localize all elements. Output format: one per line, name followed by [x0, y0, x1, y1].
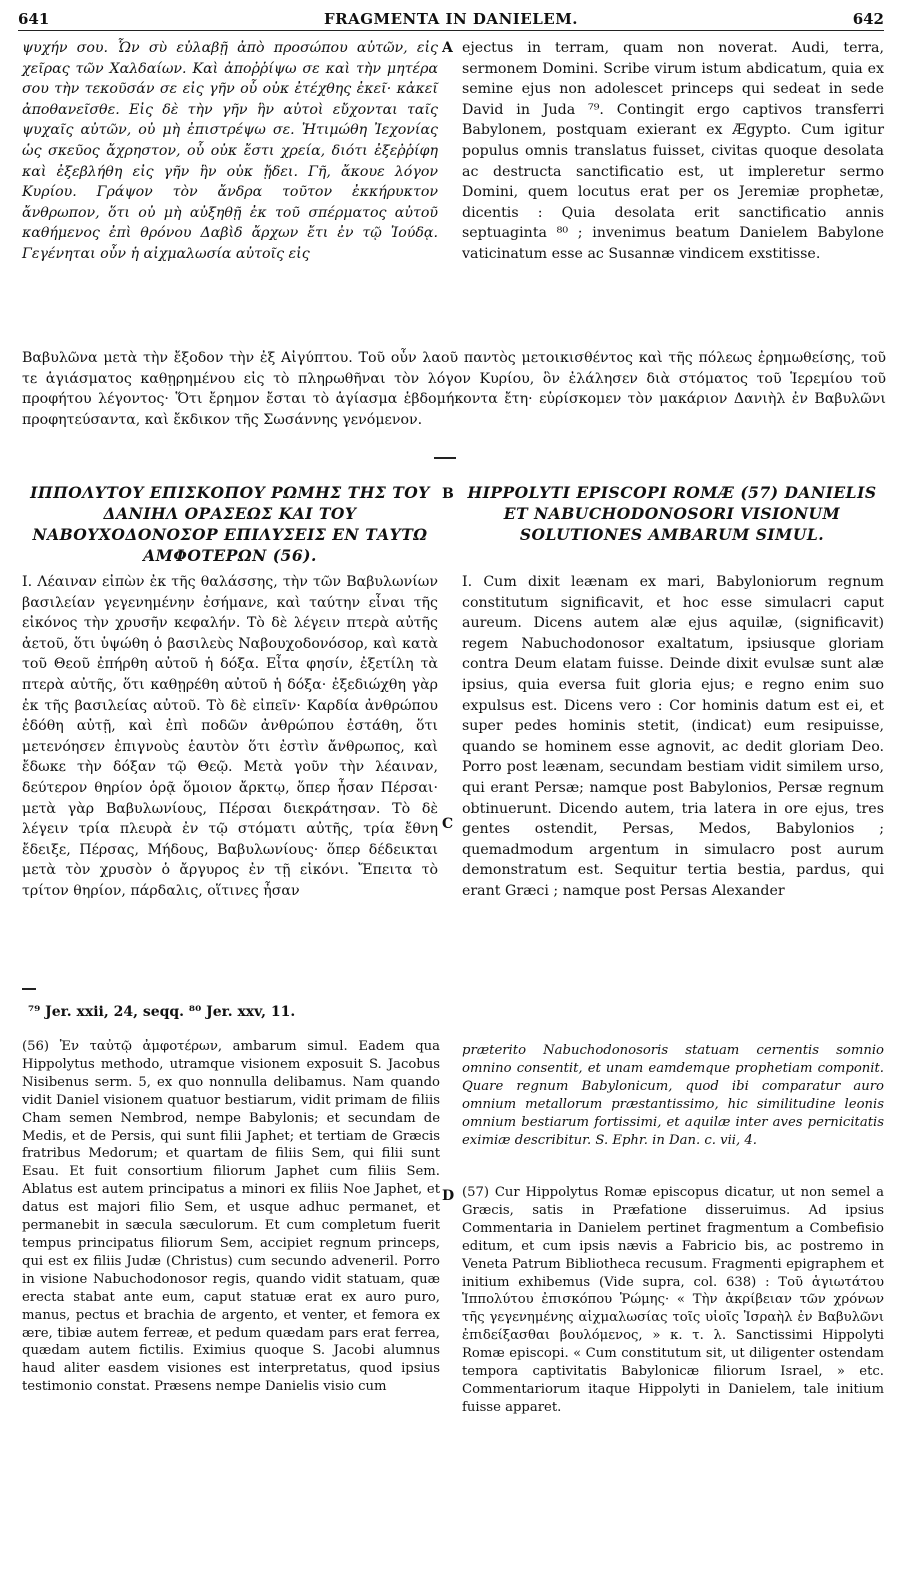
note-56: (56) Ἐν ταὐτῷ ἀμφοτέρων, ambarum simul. Eadem qua Hippolytus methodo, utramque visionem exposuit S. Jacobus Nisibenus serm. 5, ex quo nonnulla delibamus. Nam quando vidit Daniel visionem quatuor bestiarum, vidit primam de filiis Cham semen Nembrod, nempe Babylonis; et secundam de Medis, et de Persis, qui sunt filii Japhet; et tertiam de Græcis fratribus Medorum; et quartam de filiis Sem, qui filii sunt Esau. Et fuit consortium filiorum Japhet cum filiis Sem. Ablatus est autem principatus a minori ex filiis Noe Japhet, et datus est majori filio Sem, et usque adhuc permanet, et permanebit in sæcula sæculorum. Et cum completum fuerit tempus principatus filiorum Sem, accipiet regnum princeps, qui est ex filiis Judæ (Christus) cum secundo adveneril. Porro in visione Nabuchodonosor regis, quando vidit statuam, quæ erecta stabat ante eum, caput statuæ erat ex auro puro, manus, pectus et brachia de argento, et venter, et femora ex ære, tibiæ autem ferreæ, et pedum quædam pars erat ferrea, quædam autem fictilis. Eximius quoque S. Jacobi alumnus haud aliter easdem visiones est interpretatus, quod ipsius testimonio constat. Præsens nempe Danielis visio cum — [22, 1039, 440, 1395]
latin-heading: HIPPOLYTI EPISCOPI ROMÆ (57) DANIELIS ET NABUCHODONOSORI VISIONUM SOLUTIONES AMBARUM SIMUL. — [467, 483, 877, 544]
page-number-left: 641 — [18, 10, 50, 28]
greek-heading: ΙΠΠΟΛΥΤΟΥ ΕΠΙΣΚΟΠΟΥ ΡΩΜΗΣ ΤΗΣ ΤΟΥ ΔΑΝΙΗΛ ΟΡΑΣΕΩΣ ΚΑΙ ΤΟΥ ΝΑΒΟΥΧΟΔΟΝΟΣΟΡ ΕΠΙΛΥΣΕΙΣ ΕΝ ΤΑΥΤΩ ΑΜΦΟΤΕΡΩΝ (56). — [30, 483, 430, 565]
greek-column-top: ψυχήν σου. Ὧν σὺ εὐλαβῇ ἀπὸ προσώπου αὐτῶν, εἰς χεῖρας τῶν Χαλδαίων. Καὶ ἀποῤῥίψω σε καὶ τὴν μητέρα σου τὴν τεκοῦσάν σε εἰς γῆν οὗ οὐκ ἐτέχθης ἐκεῖ· κἀκεῖ ἀποθανεῖσθε. Εἰς δὲ τὴν γῆν ἣν αὐτοὶ εὔχονται ταῖς ψυχαῖς αὐτῶν, οὐ μὴ ἐπιστρέψω σε. Ἠτιμώθη Ἰεχονίας ὡς σκεῦος ἄχρηστον, οὗ οὐκ ἔστι χρεία, διότι ἐξεῤῥίφη καὶ ἐξεβλήθη εἰς γῆν ἣν οὐκ ᾔδει. Γῆ, ἄκουε λόγον Κυρίου. Γράψον τὸν ἄνδρα τοῦτον ἐκκήρυκτον ἄνθρωπον, ὅτι οὐ μὴ αὐξηθῇ ἐκ τοῦ σπέρματος αὐτοῦ καθήμενος ἐπὶ θρόνου Δαβὶδ ἄρχων ἔτι ἐν τῷ Ἰούδᾳ. Γεγένηται οὖν ἡ αἰχμαλωσία αὐτοῖς εἰς — [22, 40, 438, 262]
margin-letter-b: B — [442, 486, 454, 502]
footnote-references: ⁷⁹ Jer. xxii, 24, seqq. ⁸⁰ Jer. xxv, 11. — [28, 1004, 296, 1020]
margin-letter-d: D — [442, 1188, 455, 1204]
section-divider — [434, 457, 456, 459]
latin-column-top: ejectus in terram, quam non noverat. Audi, terra, sermonem Domini. Scribe virum istum abdicatum, quia ex semine ejus non adolescet princeps qui sedeat in sede David in Juda ⁷⁹. Contingit ergo captivos transferri Babylonem, postquam exierant ex Ægypto. Cum igitur populus omnis translatus fuisset, civitas quoque desolata ac destructa sanctificatio est, ut impleretur sermo Domini, quem locutus erat per os Jeremiæ prophetæ, dicentis : Quia desolata erit sanctificatio annis septuaginta ⁸⁰ ; invenimus beatum Danielem Babylone vaticinatum esse ac Susannæ vindicem exstitisse. — [462, 40, 884, 262]
greek-body: I. Λέαιναν εἰπὼν ἐκ τῆς θαλάσσης, τὴν τῶν Βαβυλωνίων βασιλείαν γεγενημένην ἐσήμανε, καὶ ταύτην εἶναι τῆς εἰκόνος τὴν χρυσῆν κεφαλήν. Τὸ δὲ λέγειν πτερὰ αὐτῆς ἀετοῦ, ὅτι ὑψώθη ὁ βασιλεὺς Ναβουχοδονόσορ, καὶ κατὰ τοῦ Θεοῦ ἐπήρθη αὐτοῦ ἡ δόξα. Εἶτα φησίν, ἐξετίλη τὰ πτερὰ αὐτῆς, ὅτι καθῃρέθη αὐτοῦ ἡ δόξα· ἐξεδιώχθη γὰρ ἐκ τῆς βασιλείας αὐτοῦ. Τὸ δὲ εἰπεῖν· Καρδία ἀνθρώπου ἐδόθη αὐτῇ, καὶ ἐπὶ ποδῶν ἀνθρώπου ἐστάθη, ὅτι μετενόησεν ἐπιγνοὺς ἑαυτὸν ὅτι ἐστὶν ἄνθρωπος, καὶ ἔδωκε τὴν δόξαν τῷ Θεῷ. Μετὰ γοῦν τὴν λέαιναν, δεύτερον θηρίον ὁρᾷ ὅμοιον ἄρκτῳ, ὅπερ ἦσαν Πέρσαι· μετὰ γὰρ Βαβυλωνίους, Πέρσαι διεκράτησαν. Τὸ δὲ λέγειν τρία πλευρὰ ἐν τῷ στόματι αὐτῆς, τρία ἔθνη ἔδειξε, Πέρσας, Μήδους, Βαβυλωνίους· ὅπερ δέδεικται μετὰ τὸν χρυσὸν ὁ ἄργυρος ἐν τῇ εἰκόνι. Ἔπειτα τὸ τρίτον θηρίον, πάρδαλις, οἵτινες ἦσαν — [22, 574, 438, 899]
note-56-continued: præterito Nabuchodonosoris statuam cernentis somnio omnino consentit, et unam eamdemque prophetiam componit. Quare regnum Babylonicum, quod ibi comparatur auro omnium metallorum præstantissimo, hic similitudine leonis omnium bestiarum fortissimi, et aquilæ inter aves pernicitatis eximiæ describitur. S. Ephr. in Dan. c. vii, 4. — [462, 1043, 884, 1148]
footnote-rule — [22, 988, 36, 990]
latin-body: I. Cum dixit leænam ex mari, Babyloniorum regnum constitutum significavit, et hoc esse simulacri caput aureum. Dicens autem alæ ejus aquilæ, (significavit) regem Nabuchodonosor exaltatum, ipsiusque gloriam contra Deum elatam fuisse. Deinde dixit evulsæ sunt alæ ipsius, quia eversa fuit gloria ejus; e regno enim suo expulsus est. Dicens vero : Cor hominis datum est ei, et super pedes hominis stetit, (indicat) eum resipuisse, quando se hominem esse agnovit, ac dedit gloriam Deo. Porro post leænam, secundam bestiam vidit similem urso, qui erant Persæ; namque post Babylonios, Persæ regnum obtinuerunt. Dicendo autem, tria latera in ore ejus, tres gentes ostendit, Persas, Medos, Babylonios ; quemadmodum argentum in simulacro post aurum demonstratum est. Sequitur tertia bestia, pardus, qui erant Græci ; namque post Persas Alexander — [462, 574, 884, 899]
running-head — [18, 8, 884, 31]
note-57: (57) Cur Hippolytus Romæ episcopus dicatur, ut non semel a Græcis, satis in Præfatione disseruimus. Ad ipsius Commentaria in Danielem pertinet fragmentum a Combefisio editum, et cum ipsis nævis a Fabricio bis, ac postremo in Veneta Patrum Bibliotheca recusum. Fragmenti epigraphem et initium exhibemus (Vide supra, col. 638) : Τοῦ ἁγιωτάτου Ἱππολύτου ἐπισκόπου Ῥώμης· « Τὴν ἀκρίβειαν τῶν χρόνων τῆς γεγενημένης αἰχμαλωσίας τοῖς υἱοῖς Ἰσραὴλ ἐν Βαβυλῶνι ἐπιδείξασθαι βουλόμενος, » κ. τ. λ. Sanctissimi Hippolyti Romæ episcopi. « Cum constitutum sit, ut diligenter ostendam tempora captivitatis Babylonicæ filiorum Israel, » etc. Commentariorum itaque Hippolyti in Danielem, tale initium fuisse apparet. — [462, 1185, 884, 1415]
margin-letter-c: C — [442, 816, 454, 832]
page-number-right: 642 — [852, 10, 884, 28]
running-title: FRAGMENTA IN DANIELEM. — [323, 10, 579, 28]
greek-full-width-paragraph: Βαβυλῶνα μετὰ τὴν ἔξοδον τὴν ἐξ Αἰγύπτου. Τοῦ οὖν λαοῦ παντὸς μετοικισθέντος καὶ τῆς πόλεως ἐρημωθείσης, τοῦ τε ἁγιάσματος καθῃρημένου εἰς τὸ πληρωθῆναι τὸν λόγον Κυρίου, ὃν ἐλάλησεν διὰ στόματος τοῦ Ἱερεμίου τοῦ προφήτου λέγοντος· Ὅτι ἔρημον ἔσται τὸ ἁγίασμα ἑβδομήκοντα ἔτη· εὑρίσκομεν τὸν μακάριον Δανιὴλ ἐν Βαβυλῶνι προφητεύσαντα, καὶ ἔκδικον τῆς Σωσάννης γενόμενον. — [22, 350, 886, 428]
margin-letter-a: A — [442, 40, 453, 56]
